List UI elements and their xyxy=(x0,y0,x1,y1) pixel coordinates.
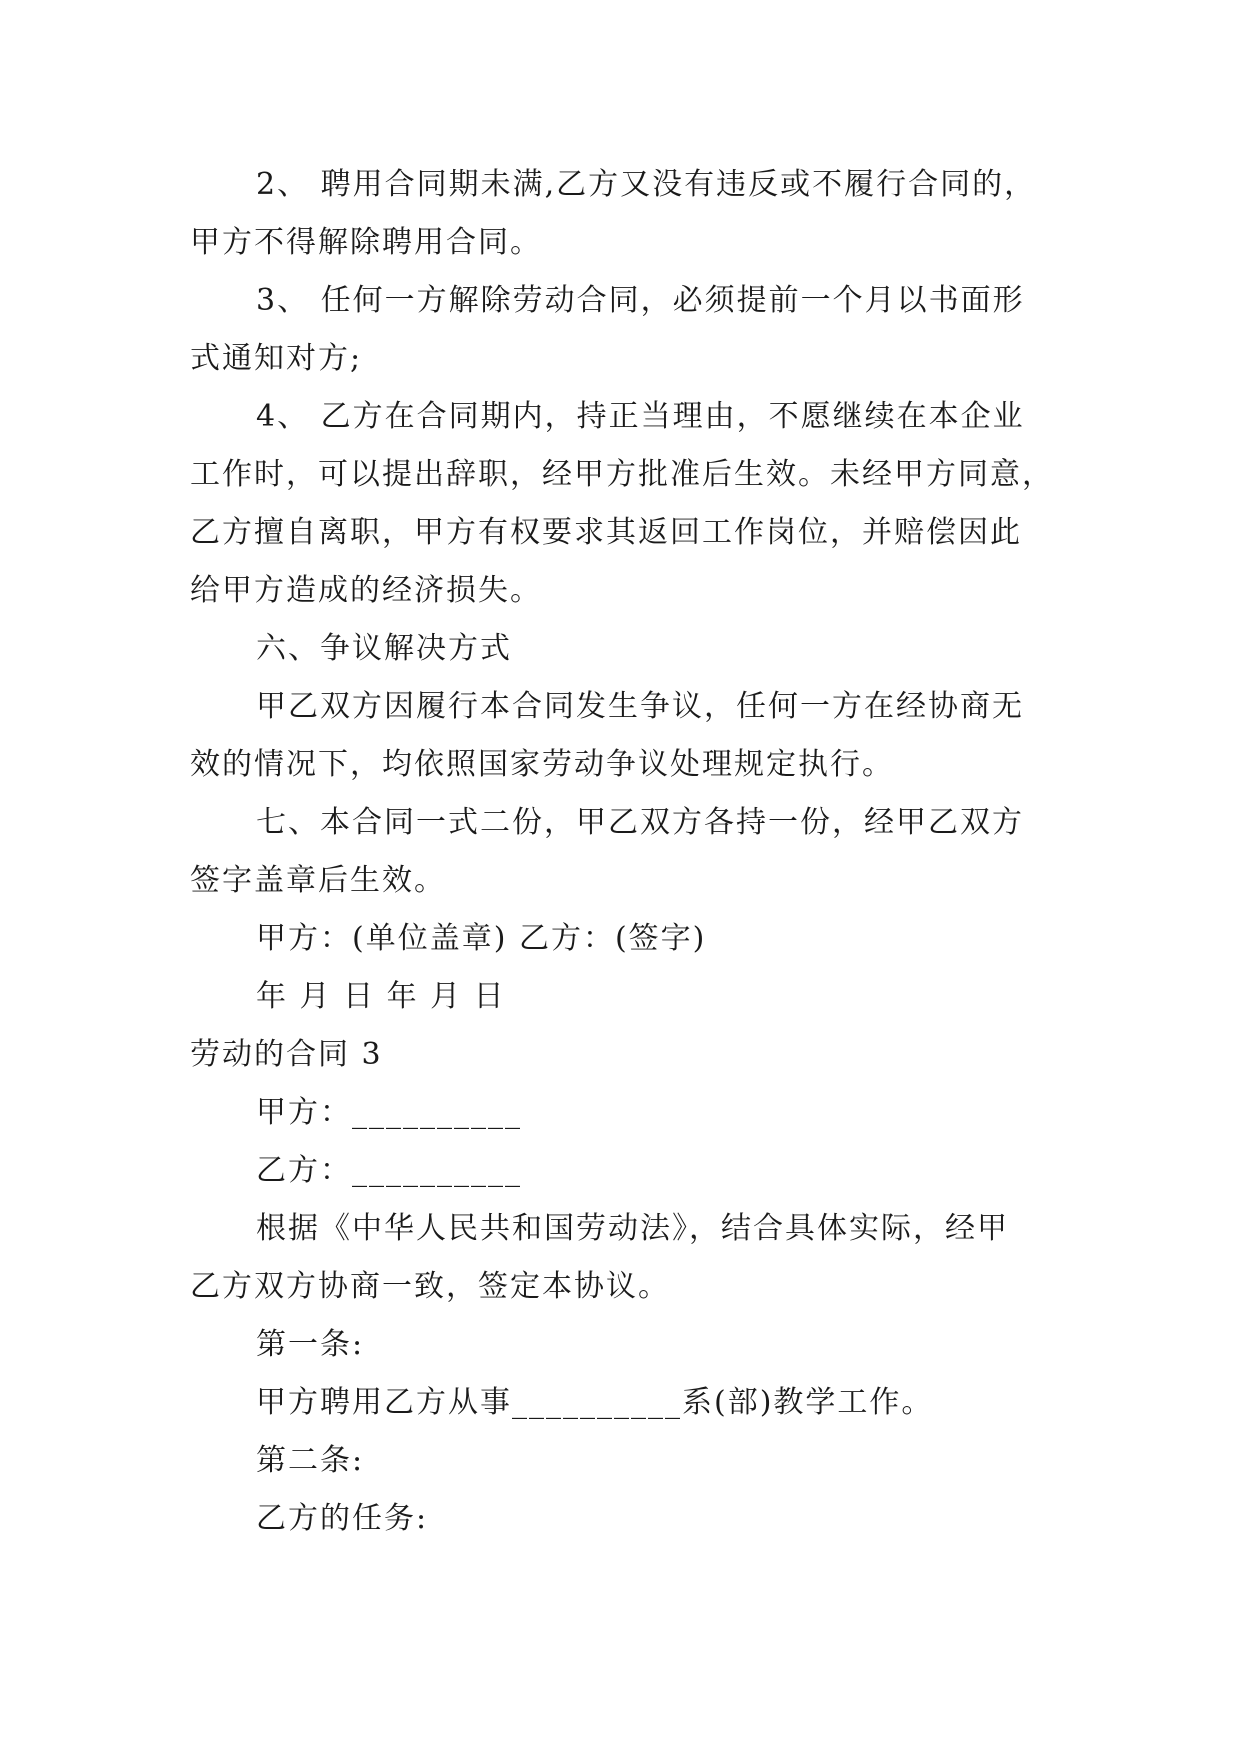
article-1-text: 甲方聘用乙方从事__________系(部)教学工作。 xyxy=(256,1385,934,1420)
section-7-line-1: 七、本合同一式二份，甲乙双方各持一份，经甲乙双方 xyxy=(256,805,1024,840)
article-2-heading: 第二条: xyxy=(256,1443,365,1478)
clause-3-line-2: 式通知对方; xyxy=(190,341,363,376)
clause-2-line-2: 甲方不得解除聘用合同。 xyxy=(190,225,542,260)
clause-4-line-4: 给甲方造成的经济损失。 xyxy=(190,573,542,608)
date-line: 年 月 日 年 月 日 xyxy=(256,979,506,1014)
clause-3-line-1: 3、 任何一方解除劳动合同，必须提前一个月以书面形 xyxy=(256,283,1025,318)
clause-2-line-1: 2、 聘用合同期未满,乙方又没有违反或不履行合同的， xyxy=(256,167,1037,202)
article-1-heading: 第一条: xyxy=(256,1327,365,1362)
section-6-line-2: 效的情况下，均依照国家劳动争议处理规定执行。 xyxy=(190,747,894,782)
party-b-field: 乙方：__________ xyxy=(256,1153,522,1188)
section-6-heading: 六、争议解决方式 xyxy=(256,631,512,666)
clause-4-line-2: 工作时，可以提出辞职，经甲方批准后生效。未经甲方同意， xyxy=(190,457,1054,492)
clause-4-line-1: 4、 乙方在合同期内，持正当理由，不愿继续在本企业 xyxy=(256,399,1025,434)
preamble-line-1: 根据《中华人民共和国劳动法》，结合具体实际，经甲 xyxy=(256,1211,1009,1246)
clause-4-line-3: 乙方擅自离职，甲方有权要求其返回工作岗位，并赔偿因此 xyxy=(190,515,1022,550)
preamble-line-2: 乙方双方协商一致，签定本协议。 xyxy=(190,1269,670,1304)
signature-line: 甲方：(单位盖章) 乙方：(签字) xyxy=(256,921,707,956)
section-6-line-1: 甲乙双方因履行本合同发生争议，任何一方在经协商无 xyxy=(256,689,1024,724)
party-a-field: 甲方：__________ xyxy=(256,1095,522,1130)
section-7-line-2: 签字盖章后生效。 xyxy=(190,863,446,898)
contract-3-title: 劳动的合同 3 xyxy=(190,1037,383,1072)
article-2-text: 乙方的任务: xyxy=(256,1501,429,1536)
